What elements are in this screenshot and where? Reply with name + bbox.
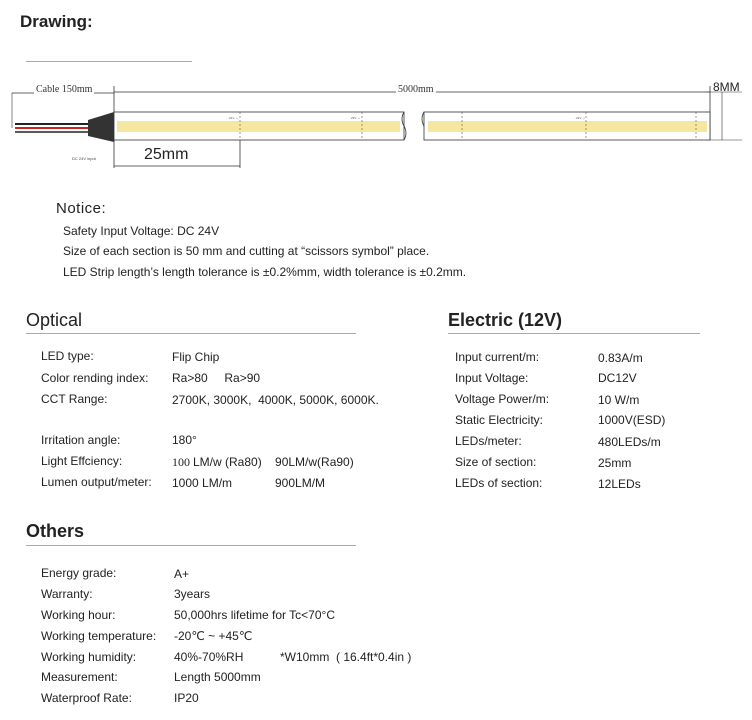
svg-text:·24V· +: ·24V· +: [575, 116, 585, 120]
notice-line: Size of each section is 50 mm and cutting at “scissors symbol” place.: [63, 244, 430, 258]
electric-label: Input current/m:: [455, 350, 540, 364]
others-value: IP20: [174, 691, 199, 705]
strip-segment-left: [114, 112, 404, 140]
cable-label: Cable 150mm: [36, 84, 93, 95]
efficiency-text: LM/w (Ra80) 90LM/w(Ra90): [193, 455, 354, 469]
power-note: DC 24V input: [72, 156, 96, 161]
electric-value: 12LEDs: [598, 477, 641, 491]
optical-value: 180°: [172, 433, 197, 447]
optical-value: 2700K, 3000K, 4000K, 5000K, 6000K.: [172, 393, 379, 407]
electric-value: 10 W/m: [598, 393, 640, 407]
others-value: Length 5000mm: [174, 670, 261, 684]
notice-line: LED Strip length’s length tolerance is ±0.2%mm, width tolerance is ±0.2mm.: [63, 265, 467, 279]
others-label: Warranty:: [41, 587, 93, 601]
optical-value: Ra>80 Ra>90: [172, 371, 261, 385]
optical-value-2: 900LM/M: [275, 476, 326, 490]
electric-label: Size of section:: [455, 455, 537, 469]
electric-title: Electric (12V): [448, 310, 563, 330]
optical-label: LED type:: [41, 349, 94, 363]
others-value: 40%-70%RH: [174, 650, 244, 664]
optical-label: Irritation angle:: [41, 433, 121, 447]
others-label: Energy grade:: [41, 566, 117, 580]
cable-wires: [15, 112, 114, 142]
electric-value: 1000V(ESD): [598, 413, 666, 427]
strip-segment-right: [424, 112, 710, 140]
electric-value: 480LEDs/m: [598, 435, 661, 449]
others-value: 50,000hrs lifetime for Tc<70°C: [174, 608, 335, 622]
page-title: Drawing:: [20, 12, 93, 31]
others-value-2: *W10mm ( 16.4ft*0.4in ): [280, 650, 412, 664]
electric-value: 0.83A/m: [598, 351, 643, 365]
length-label: 5000mm: [398, 84, 434, 95]
others-label: Working temperature:: [41, 629, 157, 643]
others-underline: [26, 545, 356, 546]
optical-label: Lumen output/meter:: [41, 475, 152, 489]
svg-text:·24V· +: ·24V· +: [228, 116, 238, 120]
optical-title: Optical: [26, 310, 83, 330]
others-label: Working humidity:: [41, 650, 137, 664]
led-strip-drawing: [0, 0, 752, 180]
section-label: 25mm: [144, 146, 189, 163]
optical-value: [172, 455, 354, 470]
electric-label: Input Voltage:: [455, 371, 529, 385]
optical-value: 1000 LM/m: [172, 476, 233, 490]
others-value: 3years: [174, 587, 211, 601]
optical-label: Color rending index:: [41, 371, 149, 385]
svg-text:·24V· +: ·24V· +: [350, 116, 360, 120]
efficiency-number: 100: [172, 455, 193, 469]
electric-value: 25mm: [598, 456, 632, 470]
electric-label: Static Electricity:: [455, 413, 544, 427]
others-label: Measurement:: [41, 670, 118, 684]
electric-label: LEDs of section:: [455, 476, 543, 490]
optical-label: CCT Range:: [41, 392, 108, 406]
width-label: 8MM: [713, 80, 740, 94]
others-label: Working hour:: [41, 608, 116, 622]
notice-line: Safety Input Voltage: DC 24V: [63, 224, 220, 238]
others-label: Waterproof Rate:: [41, 691, 132, 705]
electric-label: Voltage Power/m:: [455, 392, 550, 406]
optical-value: Flip Chip: [172, 350, 220, 364]
others-value: -20℃ ~ +45℃: [174, 629, 253, 643]
electric-value: DC12V: [598, 371, 637, 385]
notice-title: Notice:: [56, 200, 107, 217]
others-title: Others: [26, 521, 85, 541]
others-value: A+: [174, 567, 190, 581]
optical-underline: [26, 333, 356, 334]
electric-label: LEDs/meter:: [455, 434, 522, 448]
electric-underline: [448, 333, 700, 334]
optical-label: Light Effciency:: [41, 454, 123, 468]
